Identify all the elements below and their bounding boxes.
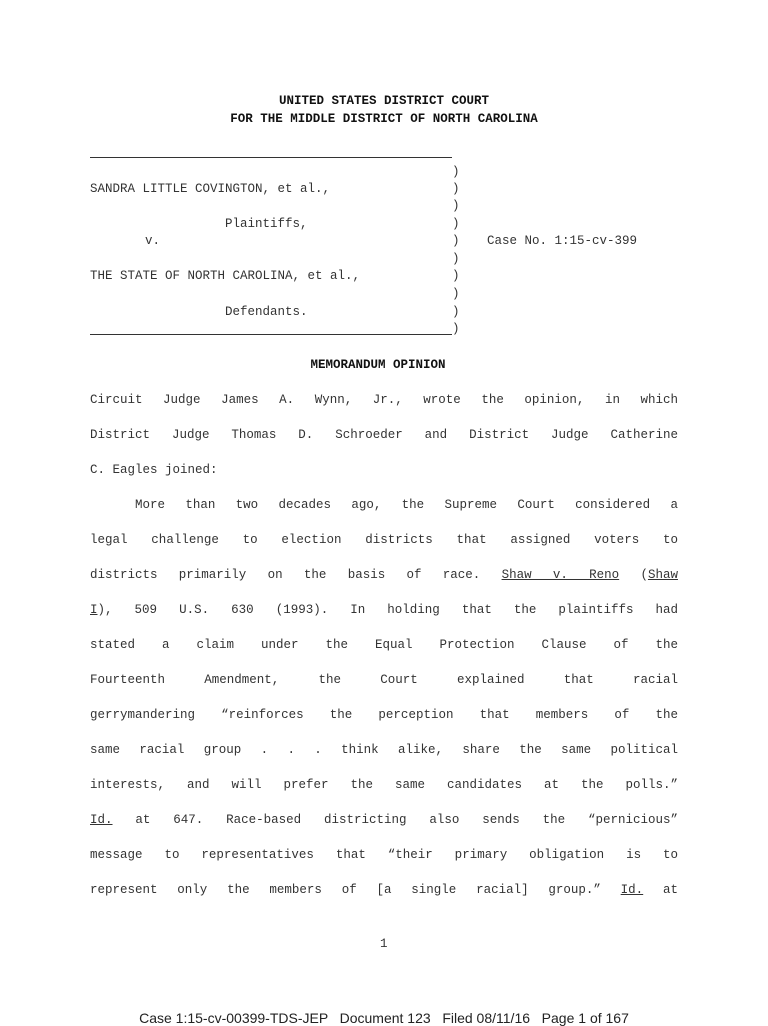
filing-footer: Case 1:15-cv-00399-TDS-JEP Document 123 Filed 08/11/16 Page 1 of 167 xyxy=(139,1010,629,1026)
caption-top-rule xyxy=(90,157,452,158)
text-segment: Fourteenth Amendment, the Court explained that racial xyxy=(90,673,678,687)
caption-paren: ) xyxy=(452,199,460,213)
court-district: FOR THE MIDDLE DISTRICT OF NORTH CAROLINA xyxy=(230,112,538,126)
case-citation: Id. xyxy=(620,883,644,897)
document-title: MEMORANDUM OPINION xyxy=(310,358,446,372)
text-segment: District Judge Thomas D. Schroeder and District Judge Catherine xyxy=(90,428,678,442)
caption-paren: ) xyxy=(452,217,460,231)
plaintiff-role: Plaintiffs, xyxy=(225,217,308,231)
text-segment: at 647. Race-based districting also sends the “pernicious” xyxy=(112,813,678,827)
text-segment: represent only the members of [a single racial] group.” xyxy=(90,883,621,897)
body-line xyxy=(90,637,678,653)
case-citation: Shaw xyxy=(647,568,678,582)
text-segment: More than two decades ago, the Supreme Court considered a xyxy=(135,498,678,512)
defendant-name: THE STATE OF NORTH CAROLINA, et al., xyxy=(90,269,361,283)
plaintiff-name: SANDRA LITTLE COVINGTON, et al., xyxy=(90,182,331,196)
caption-paren: ) xyxy=(452,165,460,179)
defendant-role: Defendants. xyxy=(225,305,308,319)
body-line xyxy=(90,602,678,618)
case-citation: I xyxy=(90,603,98,617)
caption-paren: ) xyxy=(452,322,460,336)
case-number: Case No. 1:15-cv-399 xyxy=(487,234,638,248)
caption-paren: ) xyxy=(452,234,460,248)
caption-paren: ) xyxy=(452,252,460,266)
case-citation: Shaw v. Reno xyxy=(501,568,620,582)
body-line xyxy=(90,847,678,863)
text-segment: ( xyxy=(619,568,648,582)
text-segment: ), 509 U.S. 630 (1993). In holding that the plaintiffs had xyxy=(97,603,678,617)
body-line xyxy=(90,567,678,583)
body-line xyxy=(90,707,678,723)
caption-bottom-rule xyxy=(90,334,452,335)
text-segment: interests, and will prefer the same candidates at the polls.” xyxy=(90,778,678,792)
text-segment: gerrymandering “reinforces the perception that members of the xyxy=(90,708,678,722)
text-segment: stated a claim under the Equal Protection Clause of the xyxy=(90,638,678,652)
text-segment: message to representatives that “their primary obligation is to xyxy=(90,848,678,862)
court-name: UNITED STATES DISTRICT COURT xyxy=(278,94,490,108)
text-segment: Circuit Judge James A. Wynn, Jr., wrote the opinion, in which xyxy=(90,393,678,407)
text-segment: districts primarily on the basis of race. xyxy=(90,568,502,582)
text-segment: same racial group . . . think alike, share the same political xyxy=(90,743,678,757)
body-line xyxy=(90,532,678,548)
caption-paren: ) xyxy=(452,269,460,283)
page-number: 1 xyxy=(380,937,388,951)
body-line xyxy=(90,427,678,443)
case-citation: Id. xyxy=(90,813,113,827)
body-line xyxy=(90,392,678,408)
caption-paren: ) xyxy=(452,182,460,196)
body-line xyxy=(90,812,678,828)
text-segment: C. Eagles joined: xyxy=(90,463,218,477)
caption-paren: ) xyxy=(452,287,460,301)
body-line xyxy=(90,777,678,793)
body-line xyxy=(90,882,678,898)
text-segment: legal challenge to election districts that assigned voters to xyxy=(90,533,678,547)
body-line xyxy=(90,672,678,688)
versus: v. xyxy=(145,234,161,248)
caption-paren: ) xyxy=(452,305,460,319)
body-line xyxy=(135,497,678,513)
body-line xyxy=(90,462,678,478)
body-line xyxy=(90,742,678,758)
text-segment: at xyxy=(643,883,678,897)
